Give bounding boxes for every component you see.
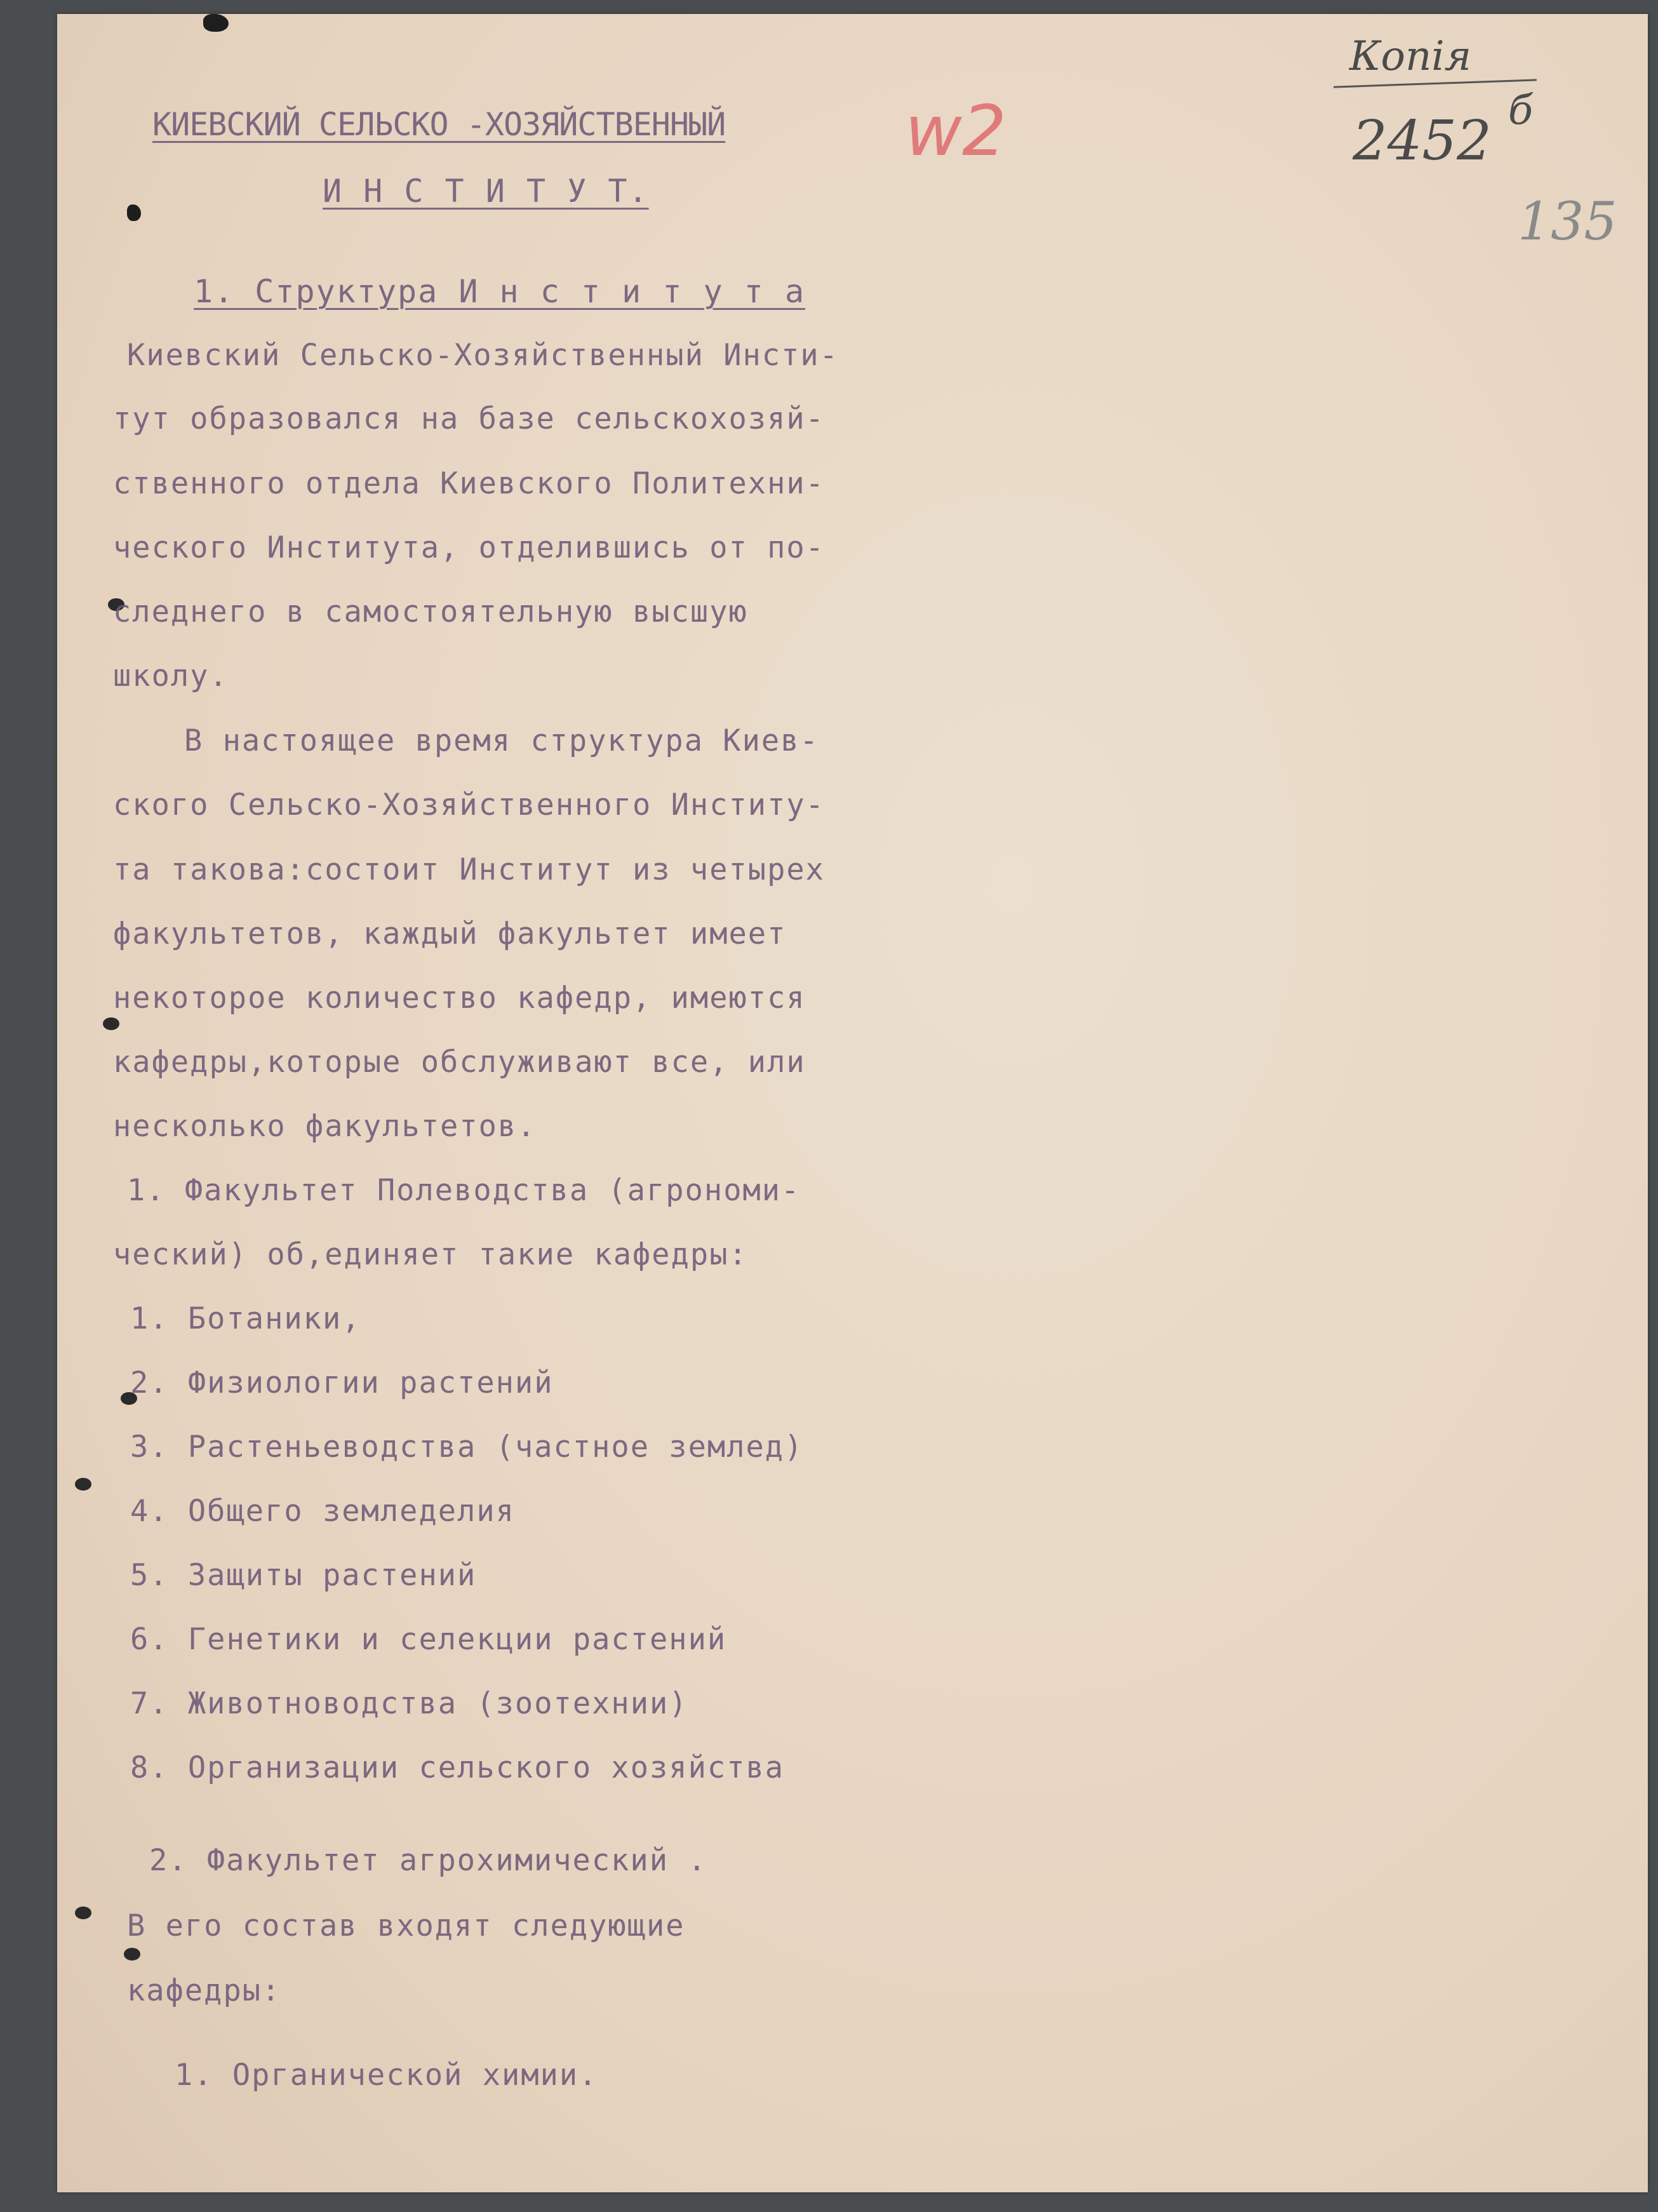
department-item: 8. Организации сельского хозяйства (130, 1750, 785, 1785)
paragraph-line: тут образовался на базе сельскохозяй- (113, 401, 825, 436)
faculty-intro-line: ческий) об,единяет такие кафедры: (113, 1237, 748, 1272)
paragraph-line: следнего в самостоятельную высшую (113, 594, 748, 629)
institute-title-line1: КИЕВСКИЙ СЕЛЬСКО -ХОЗЯЙСТВЕННЫЙ (152, 106, 726, 143)
punch-hole (103, 1017, 119, 1030)
punch-hole (75, 1478, 91, 1491)
paragraph-line: В настоящее время структура Киев- (184, 723, 819, 758)
paragraph-line: некоторое количество кафедр, имеются (113, 981, 806, 1016)
red-pencil-note: w2 (905, 90, 1006, 171)
paragraph-line: ческого Института, отделившись от по- (113, 530, 825, 565)
department-item: 4. Общего земледелия (130, 1494, 515, 1529)
punch-hole (124, 1948, 140, 1961)
ink-stain (203, 14, 229, 32)
paragraph-line: факультетов, каждый факультет имеет (113, 916, 787, 951)
document-sheet (57, 14, 1648, 2192)
paragraph-line: кафедры,которые обслуживают все, или (113, 1045, 806, 1080)
paragraph-line: школу. (113, 659, 229, 694)
faculty-intro-line: кафедры: (127, 1973, 281, 2008)
department-item: 3. Растеньеводства (частное землед) (130, 1430, 804, 1465)
paragraph-line: ского Сельско-Хозяйственного Институ- (113, 788, 825, 822)
archive-number: 2452 (1353, 109, 1492, 173)
department-item: 7. Животноводства (зоотехнии) (130, 1686, 688, 1721)
department-item: 1. Органической химии. (175, 2058, 598, 2093)
archive-label-underline (1334, 79, 1537, 88)
department-item: 2. Физиологии растений (130, 1365, 554, 1400)
paragraph-line: несколько факультетов. (113, 1109, 537, 1144)
paragraph-line: ственного отдела Киевского Политехни- (113, 466, 825, 501)
faculty-intro-line: В его состав входят следующие (127, 1908, 685, 1943)
faculty-heading: 2. Факультет агрохимический . (149, 1843, 707, 1878)
archive-number-suffix: б (1508, 87, 1534, 134)
paragraph-line: Киевский Сельско-Хозяйственный Инсти- (127, 338, 839, 373)
ink-stain (127, 204, 141, 221)
section-heading-structure: 1. Структура И н с т и т у т а (194, 273, 806, 310)
faculty-intro-line: 1. Факультет Полеводства (агрономи- (127, 1173, 801, 1208)
sheet-number: 135 (1518, 192, 1617, 252)
archive-copy-label: Копія (1349, 33, 1472, 80)
department-item: 5. Защиты растений (130, 1558, 477, 1593)
paragraph-line: та такова:состоит Институт из четырех (113, 852, 825, 887)
department-item: 1. Ботаники, (130, 1301, 361, 1336)
institute-title-line2: И Н С Т И Т У Т. (323, 173, 649, 210)
punch-hole (75, 1907, 91, 1919)
department-item: 6. Генетики и селекции растений (130, 1622, 727, 1657)
